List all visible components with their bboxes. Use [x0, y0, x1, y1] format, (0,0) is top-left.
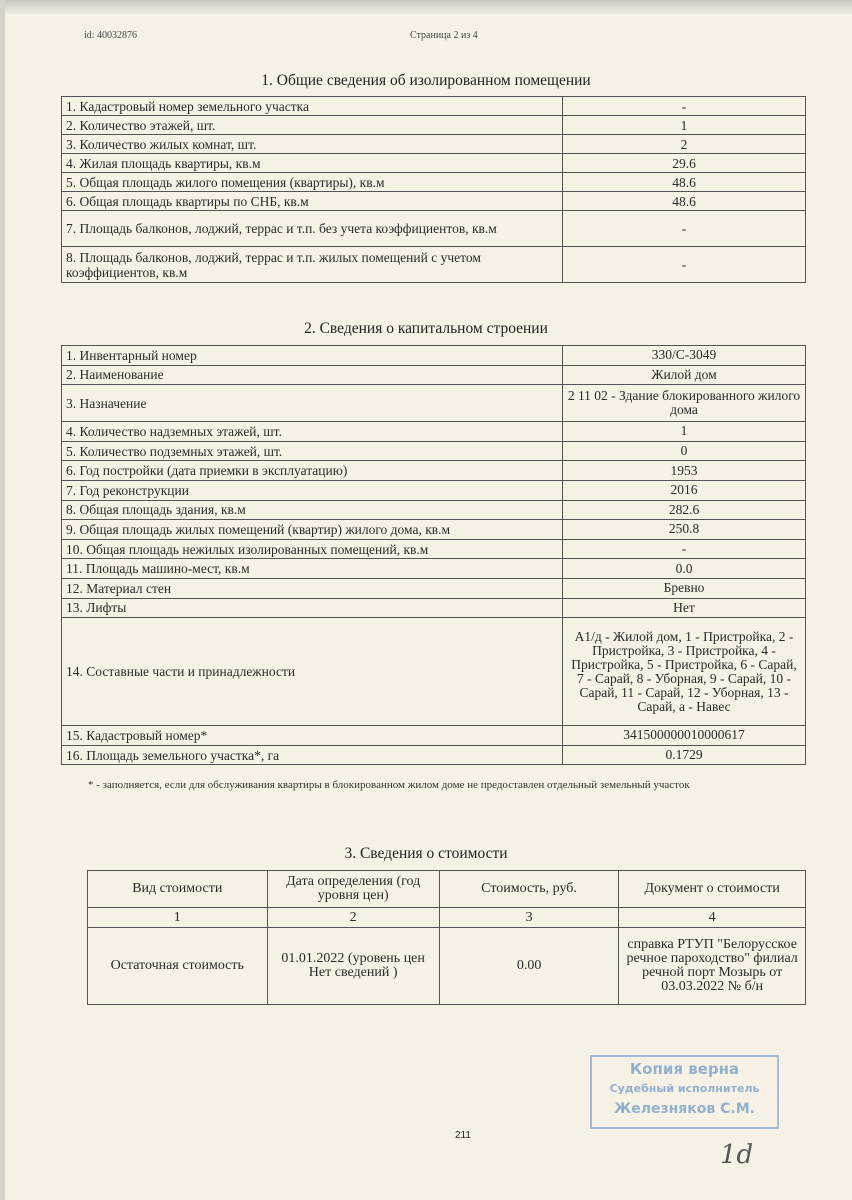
stamp-line-1: Копия верна — [629, 1060, 740, 1078]
row-label: 12. Материал стен — [62, 578, 563, 598]
table-row — [62, 192, 806, 211]
column-header: Документ о стоимости — [619, 871, 806, 908]
table-row — [62, 135, 806, 154]
row-value: 2 11 02 - Здание блокированного жилого дома — [563, 385, 806, 422]
table-row — [88, 928, 806, 1005]
page-number: 211 — [455, 1130, 471, 1141]
row-label: 11. Площадь машино-мест, кв.м — [62, 559, 563, 579]
stamp-line-3: Железняков С.М. — [614, 1101, 755, 1117]
table-row — [62, 480, 806, 500]
column-header: Вид стоимости — [88, 871, 268, 908]
row-label: 5. Количество подземных этажей, шт. — [62, 441, 563, 461]
table-row — [62, 578, 806, 598]
column-header: Дата определения (год уровня цен) — [267, 871, 439, 908]
row-value: 0 — [563, 441, 806, 461]
certification-stamp — [590, 1055, 779, 1129]
row-value: А1/д - Жилой дом, 1 - Пристройка, 2 - Пристройка, 3 - Пристройка, 4 - Пристройка, 5 - Пристройка, 6 - Сарай, 7 - Сарай, 8 - Уборная, 9 - Сарай, 10 - Сарай, 11 - Сарай, 12 - Уборная, 13 - Сарай, а - Навес — [563, 618, 806, 726]
row-value: - — [563, 97, 806, 116]
table-row — [62, 559, 806, 579]
table-row — [62, 500, 806, 520]
row-label: 16. Площадь земельного участка*, га — [62, 745, 563, 765]
row-label: 7. Год реконструкции — [62, 480, 563, 500]
page-label: Страница 2 из 4 — [410, 30, 478, 41]
cost-date: 01.01.2022 (уровень цен Нет сведений ) — [267, 928, 439, 1005]
row-value: 1953 — [563, 461, 806, 481]
footnote: * - заполняется, если для обслуживания квартиры в блокированном жилом доме не предоставлен отдельный земельный участок — [88, 779, 690, 791]
signature: 1d — [720, 1140, 754, 1170]
row-label: 8. Площадь балконов, лоджий, террас и т.п. жилых помещений с учетом коэффициентов, кв.м — [62, 247, 563, 283]
table-row — [62, 422, 806, 442]
section3-table — [87, 870, 806, 1005]
row-label: 1. Инвентарный номер — [62, 346, 563, 366]
cost-type: Остаточная стоимость — [88, 928, 268, 1005]
row-label: 3. Количество жилых комнат, шт. — [62, 135, 563, 154]
scan-left-edge — [0, 0, 5, 1200]
table-row — [62, 247, 806, 283]
table-row — [62, 97, 806, 116]
row-label: 4. Количество надземных этажей, шт. — [62, 422, 563, 442]
row-label: 2. Наименование — [62, 365, 563, 385]
row-label: 3. Назначение — [62, 385, 563, 422]
section1-table — [61, 96, 806, 283]
row-value: 2 — [563, 135, 806, 154]
row-value: 29.6 — [563, 154, 806, 173]
column-number: 2 — [267, 908, 439, 928]
row-label: 15. Кадастровый номер* — [62, 726, 563, 746]
table-row — [62, 116, 806, 135]
table-row — [62, 154, 806, 173]
table-row — [62, 211, 806, 247]
row-label: 7. Площадь балконов, лоджий, террас и т.п. без учета коэффициентов, кв.м — [62, 211, 563, 247]
row-label: 1. Кадастровый номер земельного участка — [62, 97, 563, 116]
row-value: 1 — [563, 422, 806, 442]
row-value: 2016 — [563, 480, 806, 500]
row-label: 14. Составные части и принадлежности — [62, 618, 563, 726]
row-label: 13. Лифты — [62, 598, 563, 618]
row-value: 330/С-3049 — [563, 346, 806, 366]
row-label: 5. Общая площадь жилого помещения (квартиры), кв.м — [62, 173, 563, 192]
column-number: 4 — [619, 908, 806, 928]
row-label: 10. Общая площадь нежилых изолированных помещений, кв.м — [62, 539, 563, 559]
row-value: 282.6 — [563, 500, 806, 520]
row-value: - — [563, 211, 806, 247]
row-value: 48.6 — [563, 173, 806, 192]
section2-title: 2. Сведения о капитальном строении — [304, 320, 548, 337]
row-value: 250.8 — [563, 520, 806, 540]
row-label: 9. Общая площадь жилых помещений (квартир) жилого дома, кв.м — [62, 520, 563, 540]
cost-document: справка РТУП "Белорусское речное пароходство" филиал речной порт Мозырь от 03.03.2022 № б/н — [619, 928, 806, 1005]
column-header: Стоимость, руб. — [439, 871, 619, 908]
row-value: Нет — [563, 598, 806, 618]
row-value: - — [563, 539, 806, 559]
row-value: - — [563, 247, 806, 283]
table-row — [62, 520, 806, 540]
row-label: 6. Общая площадь квартиры по СНБ, кв.м — [62, 192, 563, 211]
column-number-row — [88, 908, 806, 928]
row-label: 2. Количество этажей, шт. — [62, 116, 563, 135]
row-value: 0.1729 — [563, 745, 806, 765]
section1-title: 1. Общие сведения об изолированном помещении — [261, 72, 591, 89]
row-value: 341500000010000617 — [563, 726, 806, 746]
section2-table — [61, 345, 806, 765]
cost-value: 0.00 — [439, 928, 619, 1005]
section3-title: 3. Сведения о стоимости — [344, 845, 508, 862]
row-label: 6. Год постройки (дата приемки в эксплуатацию) — [62, 461, 563, 481]
table-row — [62, 365, 806, 385]
row-value: 1 — [563, 116, 806, 135]
table-row — [62, 745, 806, 765]
stamp-line-2: Судебный исполнитель — [609, 1082, 760, 1095]
table-row — [62, 385, 806, 422]
table-row — [62, 598, 806, 618]
scan-top-edge — [0, 0, 852, 14]
column-number: 3 — [439, 908, 619, 928]
table-row — [62, 173, 806, 192]
row-value: Жилой дом — [563, 365, 806, 385]
row-label: 8. Общая площадь здания, кв.м — [62, 500, 563, 520]
table-row — [62, 346, 806, 366]
table-header-row — [88, 871, 806, 908]
table-row — [62, 618, 806, 726]
row-value: 48.6 — [563, 192, 806, 211]
table-row — [62, 726, 806, 746]
row-value: Бревно — [563, 578, 806, 598]
table-row — [62, 539, 806, 559]
column-number: 1 — [88, 908, 268, 928]
document-id: id: 40032876 — [84, 30, 138, 41]
row-value: 0.0 — [563, 559, 806, 579]
table-row — [62, 441, 806, 461]
row-label: 4. Жилая площадь квартиры, кв.м — [62, 154, 563, 173]
table-row — [62, 461, 806, 481]
